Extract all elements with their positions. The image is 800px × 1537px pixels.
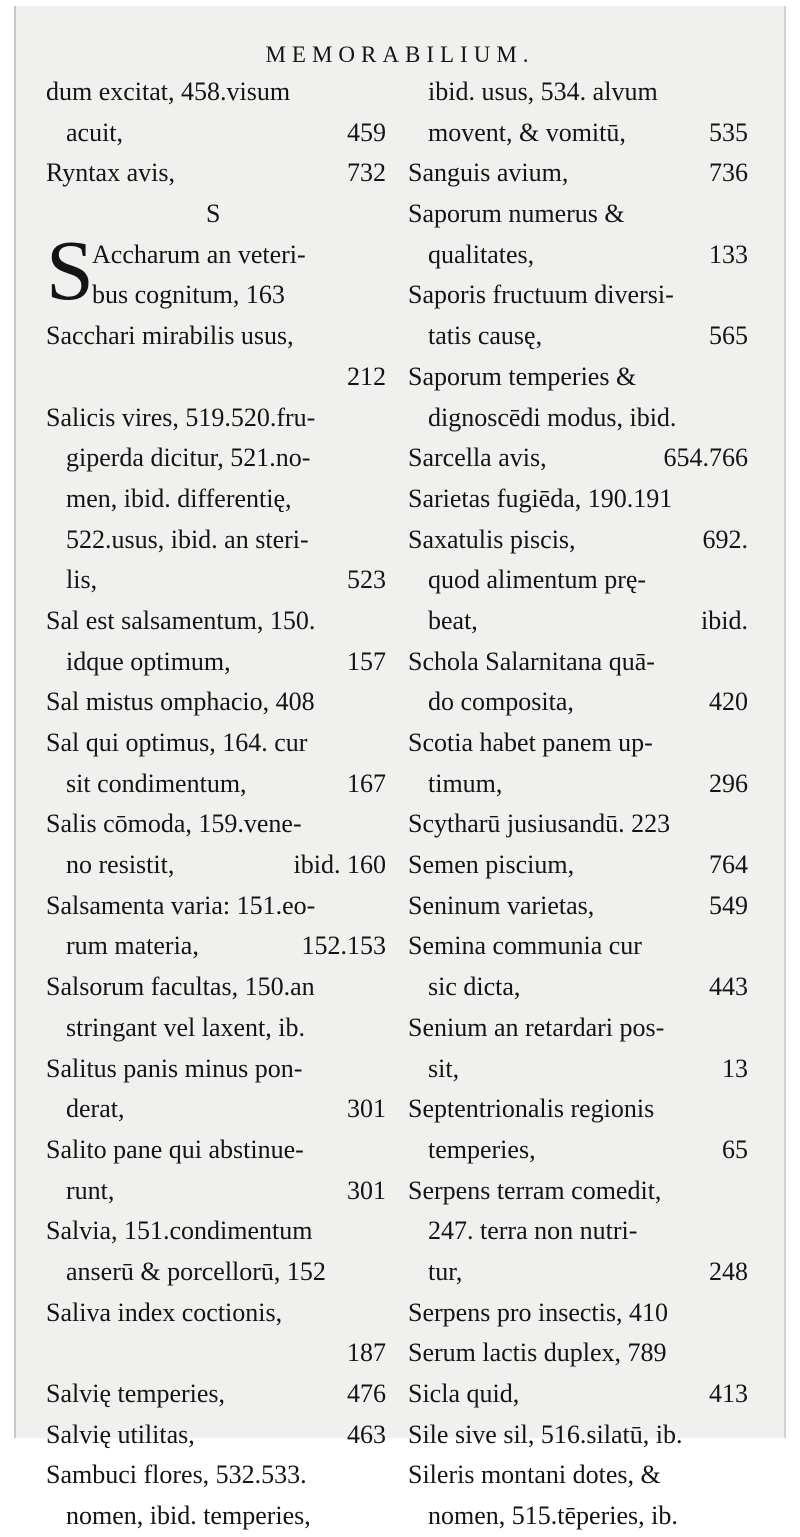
index-line: [408, 479, 748, 520]
index-entry-text: giperda dicitur, 521.no-: [66, 443, 311, 473]
page-reference: 212: [347, 361, 386, 391]
page-reference: 692.: [702, 524, 748, 554]
index-line: [408, 1089, 748, 1130]
index-line: [46, 1333, 386, 1374]
index-entry-text: sit condimentum,: [66, 768, 247, 798]
page-reference: 764: [709, 850, 748, 880]
page-reference: 157: [347, 646, 386, 676]
index-entry-text: Sal est salsamentum, 150.: [46, 605, 316, 635]
index-line: [408, 113, 748, 154]
index-line: [408, 560, 748, 601]
drop-initial: S: [46, 222, 94, 318]
index-entry-text: tur,: [428, 1256, 463, 1286]
index-entry-text: S: [206, 199, 221, 229]
index-entry-text: 522.usus, ibid. an steri-: [66, 524, 309, 554]
index-line: [46, 804, 386, 845]
index-entry-text: movent, & vomitū,: [428, 117, 626, 147]
page-reference: 167: [347, 768, 386, 798]
page-reference: 736: [709, 158, 748, 188]
page-reference: ibid. 160: [293, 850, 386, 880]
index-entry-text: 247. terra non nutri-: [428, 1216, 638, 1246]
index-entry-text: Schola Salarnitana quā-: [408, 646, 655, 676]
index-line: [46, 1293, 386, 1334]
index-entry-text: ibid. usus, 534. alvum: [428, 77, 658, 106]
index-entry-text: Scytharū jusiusandū. 223: [408, 809, 671, 839]
index-entry-text: lis,: [66, 565, 98, 595]
index-entry-text: Sarcella avis,: [408, 443, 547, 473]
index-entry-text: Sacchari mirabilis usus,: [46, 321, 294, 351]
index-entry-text: Salsamenta varia: 151.eo-: [46, 890, 316, 920]
index-line: [46, 1455, 386, 1496]
index-entry-text: dum excitat, 458.visum: [46, 77, 291, 106]
page-reference: 463: [347, 1419, 386, 1449]
page-reference: 459: [347, 117, 386, 147]
index-entry-text: nomen, ibid. temperies,: [66, 1501, 311, 1531]
index-entry-text: runt,: [66, 1175, 115, 1205]
index-entry-text: Salis cōmoda, 159.vene-: [46, 809, 302, 839]
index-entry-text: Accharum an veteri-: [92, 239, 306, 269]
index-entry-text: Salsorum facultas, 150.an: [46, 972, 315, 1002]
index-entry-text: Seninum varietas,: [408, 890, 595, 920]
page-reference: 248: [709, 1256, 748, 1286]
page-reference: 296: [709, 768, 748, 798]
index-line: [408, 438, 748, 479]
index-line: [408, 235, 748, 276]
index-entry-text: Sileris montani dotes, &: [408, 1460, 661, 1490]
index-line: [46, 1008, 386, 1049]
index-line: [408, 926, 748, 967]
index-line: [408, 886, 748, 927]
index-line: [46, 560, 386, 601]
index-line: [46, 153, 386, 194]
index-entry-text: Serpens pro insectis, 410: [408, 1297, 668, 1327]
page-reference: 732: [347, 158, 386, 188]
page-reference: 535: [709, 117, 748, 147]
index-line: [46, 845, 386, 886]
index-line: [408, 316, 748, 357]
index-line: [46, 275, 386, 316]
index-line: [408, 804, 748, 845]
page-reference: 187: [347, 1338, 386, 1368]
index-line: [408, 72, 748, 113]
index-line: [46, 1496, 386, 1537]
index-line: [408, 1415, 748, 1456]
index-entry-text: qualitates,: [428, 239, 535, 269]
index-line: [408, 1455, 748, 1496]
index-entry-text: stringant vel laxent, ib.: [66, 1012, 306, 1042]
index-entry-text: Saporum numerus &: [408, 199, 625, 229]
index-entry-text: Senium an retardari pos-: [408, 1012, 665, 1042]
index-line: [46, 1211, 386, 1252]
index-entry-text: acuit,: [66, 117, 124, 147]
index-entry-text: timum,: [428, 768, 503, 798]
page-reference: 65: [722, 1134, 748, 1164]
index-entry-text: Saporis fructuum diversi-: [408, 280, 674, 310]
index-entry-text: Saliva index coctionis,: [46, 1297, 283, 1327]
page-reference: 133: [709, 239, 748, 269]
index-line: [46, 438, 386, 479]
index-line: [46, 1130, 386, 1171]
index-line: [408, 1496, 748, 1537]
index-line: [408, 275, 748, 316]
index-line: [408, 967, 748, 1008]
index-entry-text: temperies,: [428, 1134, 536, 1164]
index-line: [408, 520, 748, 561]
index-line: [46, 1374, 386, 1415]
index-line: [408, 601, 748, 642]
index-entry-text: Sal mistus omphacio, 408: [46, 687, 315, 717]
index-line: [46, 72, 386, 113]
index-entry-text: Salitus panis minus pon-: [46, 1053, 303, 1083]
index-line: [408, 682, 748, 723]
index-entry-text: no resistit,: [66, 850, 175, 880]
index-entry-text: Salvię temperies,: [46, 1379, 226, 1408]
index-line: [408, 1171, 748, 1212]
index-line: [46, 235, 386, 276]
index-line: [408, 764, 748, 805]
index-line: [408, 1049, 748, 1090]
page-reference: 301: [347, 1175, 386, 1205]
index-entry-text: do composita,: [428, 687, 574, 717]
index-entry-text: Saxatulis piscis,: [408, 524, 576, 554]
index-line: [408, 1252, 748, 1293]
page-reference: 565: [709, 321, 748, 351]
index-line: [408, 1211, 748, 1252]
index-line: [46, 926, 386, 967]
index-entry-text: Sambuci flores, 532.533.: [46, 1460, 307, 1490]
page-reference: 13: [722, 1053, 748, 1083]
index-entry-text: Serum lactis duplex, 789: [408, 1338, 667, 1368]
page-reference: 152.153: [301, 931, 386, 961]
index-line: [46, 1049, 386, 1090]
page-reference: 523: [347, 565, 386, 595]
index-entry-text: sit,: [428, 1053, 460, 1083]
index-entry-text: Saporum temperies &: [408, 361, 637, 391]
page-reference: 443: [709, 972, 748, 1002]
index-entry-text: Serpens terram comedit,: [408, 1175, 662, 1205]
index-entry-text: quod alimentum prę-: [428, 565, 647, 595]
index-line: [408, 642, 748, 683]
index-entry-text: idque optimum,: [66, 646, 231, 676]
index-entry-text: Semina communia cur: [408, 931, 642, 961]
page-reference: 420: [709, 687, 748, 717]
index-line: [408, 398, 748, 439]
index-line: [46, 601, 386, 642]
index-line: [46, 723, 386, 764]
index-entry-text: Salicis vires, 519.520.fru-: [46, 402, 316, 432]
page-reference: 654.766: [663, 443, 748, 473]
index-column-right: [408, 72, 748, 1537]
index-line: [46, 642, 386, 683]
index-line: [408, 194, 748, 235]
index-entry-text: Salvię utilitas,: [46, 1419, 195, 1449]
index-line: [46, 194, 386, 235]
index-entry-text: Sanguis avium,: [408, 158, 569, 188]
index-entry-text: Sile sive sil, 516.silatū, ib.: [408, 1419, 683, 1449]
index-line: [408, 1293, 748, 1334]
index-entry-text: dignoscēdi modus, ibid.: [428, 402, 677, 432]
index-entry-text: Salito pane qui abstinue-: [46, 1134, 304, 1164]
index-line: [46, 764, 386, 805]
index-entry-text: anserū & porcellorū, 152: [66, 1256, 326, 1286]
index-entry-text: nomen, 515.tēperies, ib.: [428, 1501, 678, 1531]
index-line: [46, 967, 386, 1008]
index-line: [408, 1374, 748, 1415]
index-entry-text: bus cognitum, 163: [92, 280, 285, 310]
index-line: [408, 723, 748, 764]
page-reference: ibid.: [701, 605, 748, 635]
index-line: [46, 316, 386, 357]
index-entry-text: Ryntax avis,: [46, 158, 175, 188]
index-line: [46, 886, 386, 927]
index-line: [408, 153, 748, 194]
index-entry-text: Semen piscium,: [408, 850, 575, 880]
index-line: [408, 357, 748, 398]
index-line: [46, 398, 386, 439]
index-line: [46, 1089, 386, 1130]
index-entry-text: Scotia habet panem up-: [408, 728, 653, 757]
index-line: [46, 357, 386, 398]
index-line: [408, 845, 748, 886]
index-entry-text: derat,: [66, 1094, 125, 1124]
index-entry-text: men, ibid. differentię,: [66, 483, 292, 513]
index-entry-text: Septentrionalis regionis: [408, 1094, 655, 1124]
index-entry-text: beat,: [428, 605, 478, 635]
index-entry-text: Sicla quid,: [408, 1379, 520, 1408]
index-entry-text: Sal qui optimus, 164. cur: [46, 728, 308, 757]
index-entry-text: tatis causę,: [428, 321, 543, 351]
index-entry-text: sic dicta,: [428, 972, 521, 1002]
index-line: [46, 682, 386, 723]
page-reference: 301: [347, 1094, 386, 1124]
index-entry-text: rum materia,: [66, 931, 199, 961]
index-line: [408, 1008, 748, 1049]
index-line: [408, 1130, 748, 1171]
index-line: [46, 1171, 386, 1212]
index-line: [408, 1333, 748, 1374]
page-reference: 413: [709, 1379, 748, 1408]
index-column-left: [46, 72, 386, 1537]
index-entry-text: Sarietas fugiēda, 190.191: [408, 483, 673, 513]
page-reference: 549: [709, 890, 748, 920]
index-line: [46, 1415, 386, 1456]
index-line: [46, 1252, 386, 1293]
index-line: [46, 113, 386, 154]
index-line: [46, 479, 386, 520]
running-header: MEMORABILIUM.: [265, 42, 535, 67]
index-entry-text: Salvia, 151.condimentum: [46, 1216, 313, 1246]
page-reference: 476: [347, 1379, 386, 1408]
index-line: [46, 520, 386, 561]
